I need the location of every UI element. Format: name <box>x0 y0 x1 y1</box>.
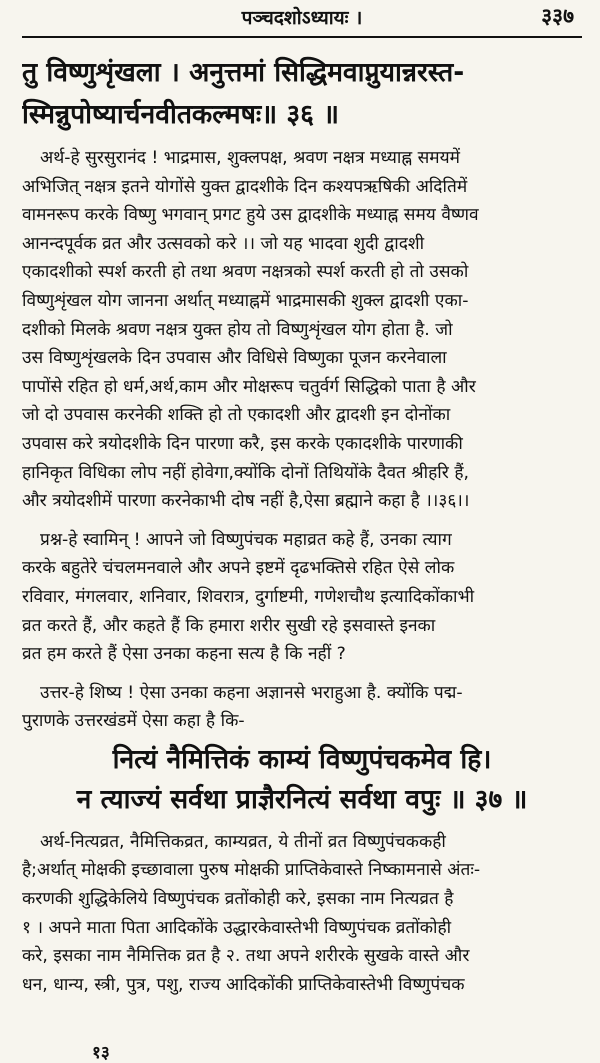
question-paragraph <box>22 526 582 669</box>
text-line: करे, इसका नाम नैमित्तिक व्रत है २. तथा अपने शरीरके सुखके वास्ते और <box>22 946 470 967</box>
text-line: व्रत हम करते हैं ऐसा उनका कहना सत्य है कि नहीं ? <box>22 644 346 665</box>
text-line: वामनरूप करके विष्णु भगवान् प्रगट हुये उस द्वादशीके मध्याह्न समय वैष्णव <box>22 205 479 226</box>
verse-37 <box>22 740 582 820</box>
text-line: दशीको मिलके श्रवण नक्षत्र युक्त होय तो विष्णुशृंखल योग होता है. जो <box>22 319 453 340</box>
text-line: पापोंसे रहित हो धर्म,अर्थ,काम और मोक्षरूप चतुर्वर्ग सिद्धिको पाता है और <box>22 376 476 397</box>
text-line: उस विष्णुशृंखलके दिन उपवास और विधिसे विष्णुका पूजन करनेवाला <box>22 348 447 369</box>
answer-paragraph <box>22 679 582 736</box>
text-line: आनन्दपूर्वक व्रत और उत्सवको करे ।। जो यह भादवा शुदी द्वादशी <box>22 233 425 254</box>
text-line: अर्थ-हे सुरसुरानंद ! भाद्रमास, शुक्लपक्ष, श्रवण नक्षत्र मध्याह्न समयमें <box>40 148 460 168</box>
text-line: उपवास करे त्रयोदशीके दिन पारणा करै, इस करके एकादशीके पारणाकी <box>22 433 463 454</box>
text-line: १ । अपने माता पिता आदिकोंके उद्धारकेवास्तेभी विष्णुपंचक व्रतोंकोही <box>22 917 452 938</box>
text-line: करके बहुतेरे चंचलमनवाले और अपने इष्टमें दृढभक्तिसे रहित ऐसे लोक <box>22 558 455 579</box>
chapter-title: पञ्चदशोऽध्यायः । <box>241 7 363 29</box>
text-line: करणकी शुद्धिकेलिये विष्णुपंचक व्रतोंकोही करे, इसका नाम नित्यव्रत है <box>22 889 454 910</box>
text-line: है;अर्थात् मोक्षकी इच्छावाला पुरुष मोक्षकी प्राप्तिकेवास्ते निष्कामनासे अंतः- <box>22 860 481 881</box>
verse-line: न त्याज्यं सर्वथा प्राज्ञैरनित्यं सर्वथा वपुः ॥ ३७ ॥ <box>76 783 528 815</box>
verse-line: स्मिन्नुपोष्यार्चनवीतकल्मषः॥ ३६ ॥ <box>22 99 340 130</box>
text-line: उत्तर-हे शिष्य ! ऐसा उनका कहना अज्ञानसे भराहुआ है. क्योंकि पद्म- <box>40 682 463 703</box>
text-line: प्रश्न-हे स्वामिन् ! आपने जो विष्णुपंचक महाव्रत कहे हैं, उनका त्याग <box>40 529 452 550</box>
text-line: हानिकृत विधिका लोप नहीं होवेगा,क्योंकि दोनों तिथियोंके दैवत श्रीहरि हैं, <box>22 462 469 483</box>
text-line: अर्थ-नित्यव्रत, नैमित्तिकव्रत, काम्यव्रत, ये तीनों व्रत विष्णुपंचककही <box>40 831 446 852</box>
page-number: ३३७ <box>541 4 574 28</box>
text-line: व्रत करते हैं, और कहते हैं कि हमारा शरीर सुखी रहे इसवास्ते इनका <box>22 615 436 636</box>
text-line: अभिजित् नक्षत्र इतने योगोंसे युक्त द्वादशीके दिन कश्यपऋषिकी अदितिमें <box>22 176 468 197</box>
text-line: जो दो उपवास करनेकी शक्ति हो तो एकादशी और द्वादशी इन दोनोंका <box>22 405 451 426</box>
text-line: पुराणके उत्तरखंडमें ऐसा कहा है कि- <box>22 711 245 732</box>
text-line: धन, धान्य, स्त्री, पुत्र, पशु, राज्य आदिकोंकी प्राप्तिकेवास्तेभी विष्णुपंचक <box>22 974 465 995</box>
text-line: विष्णुशृंखल योग जानना अर्थात् मध्याह्नमें भाद्रमासकी शुक्ल द्वादशी एका- <box>22 290 469 311</box>
printer-signature: १३ <box>92 1043 110 1063</box>
page-header <box>22 0 582 38</box>
meaning-paragraph-37 <box>22 828 582 1000</box>
verse-36 <box>22 52 582 136</box>
text-line: रविवार, मंगलवार, शनिवार, शिवरात्र, दुर्गाष्टमी, गणेशचौथ इत्यादिकोंकाभी <box>22 586 475 607</box>
verse-line: तु विष्णुशृंखला । अनुत्तमां सिद्धिमवाप्नुयान्नरस्त- <box>22 57 465 88</box>
verse-line: नित्यं नैमित्तिकं काम्यं विष्णुपंचकमेव हि। <box>112 743 492 775</box>
meaning-paragraph-36 <box>22 144 582 516</box>
text-line: एकादशीको स्पर्श करती हो तथा श्रवण नक्षत्रको स्पर्श करती हो तो उसको <box>22 262 469 283</box>
text-line: और त्रयोदशीमें पारणा करनेकाभी दोष नहीं है,ऐसा ब्रह्माने कहा है ।।३६।। <box>22 491 470 512</box>
